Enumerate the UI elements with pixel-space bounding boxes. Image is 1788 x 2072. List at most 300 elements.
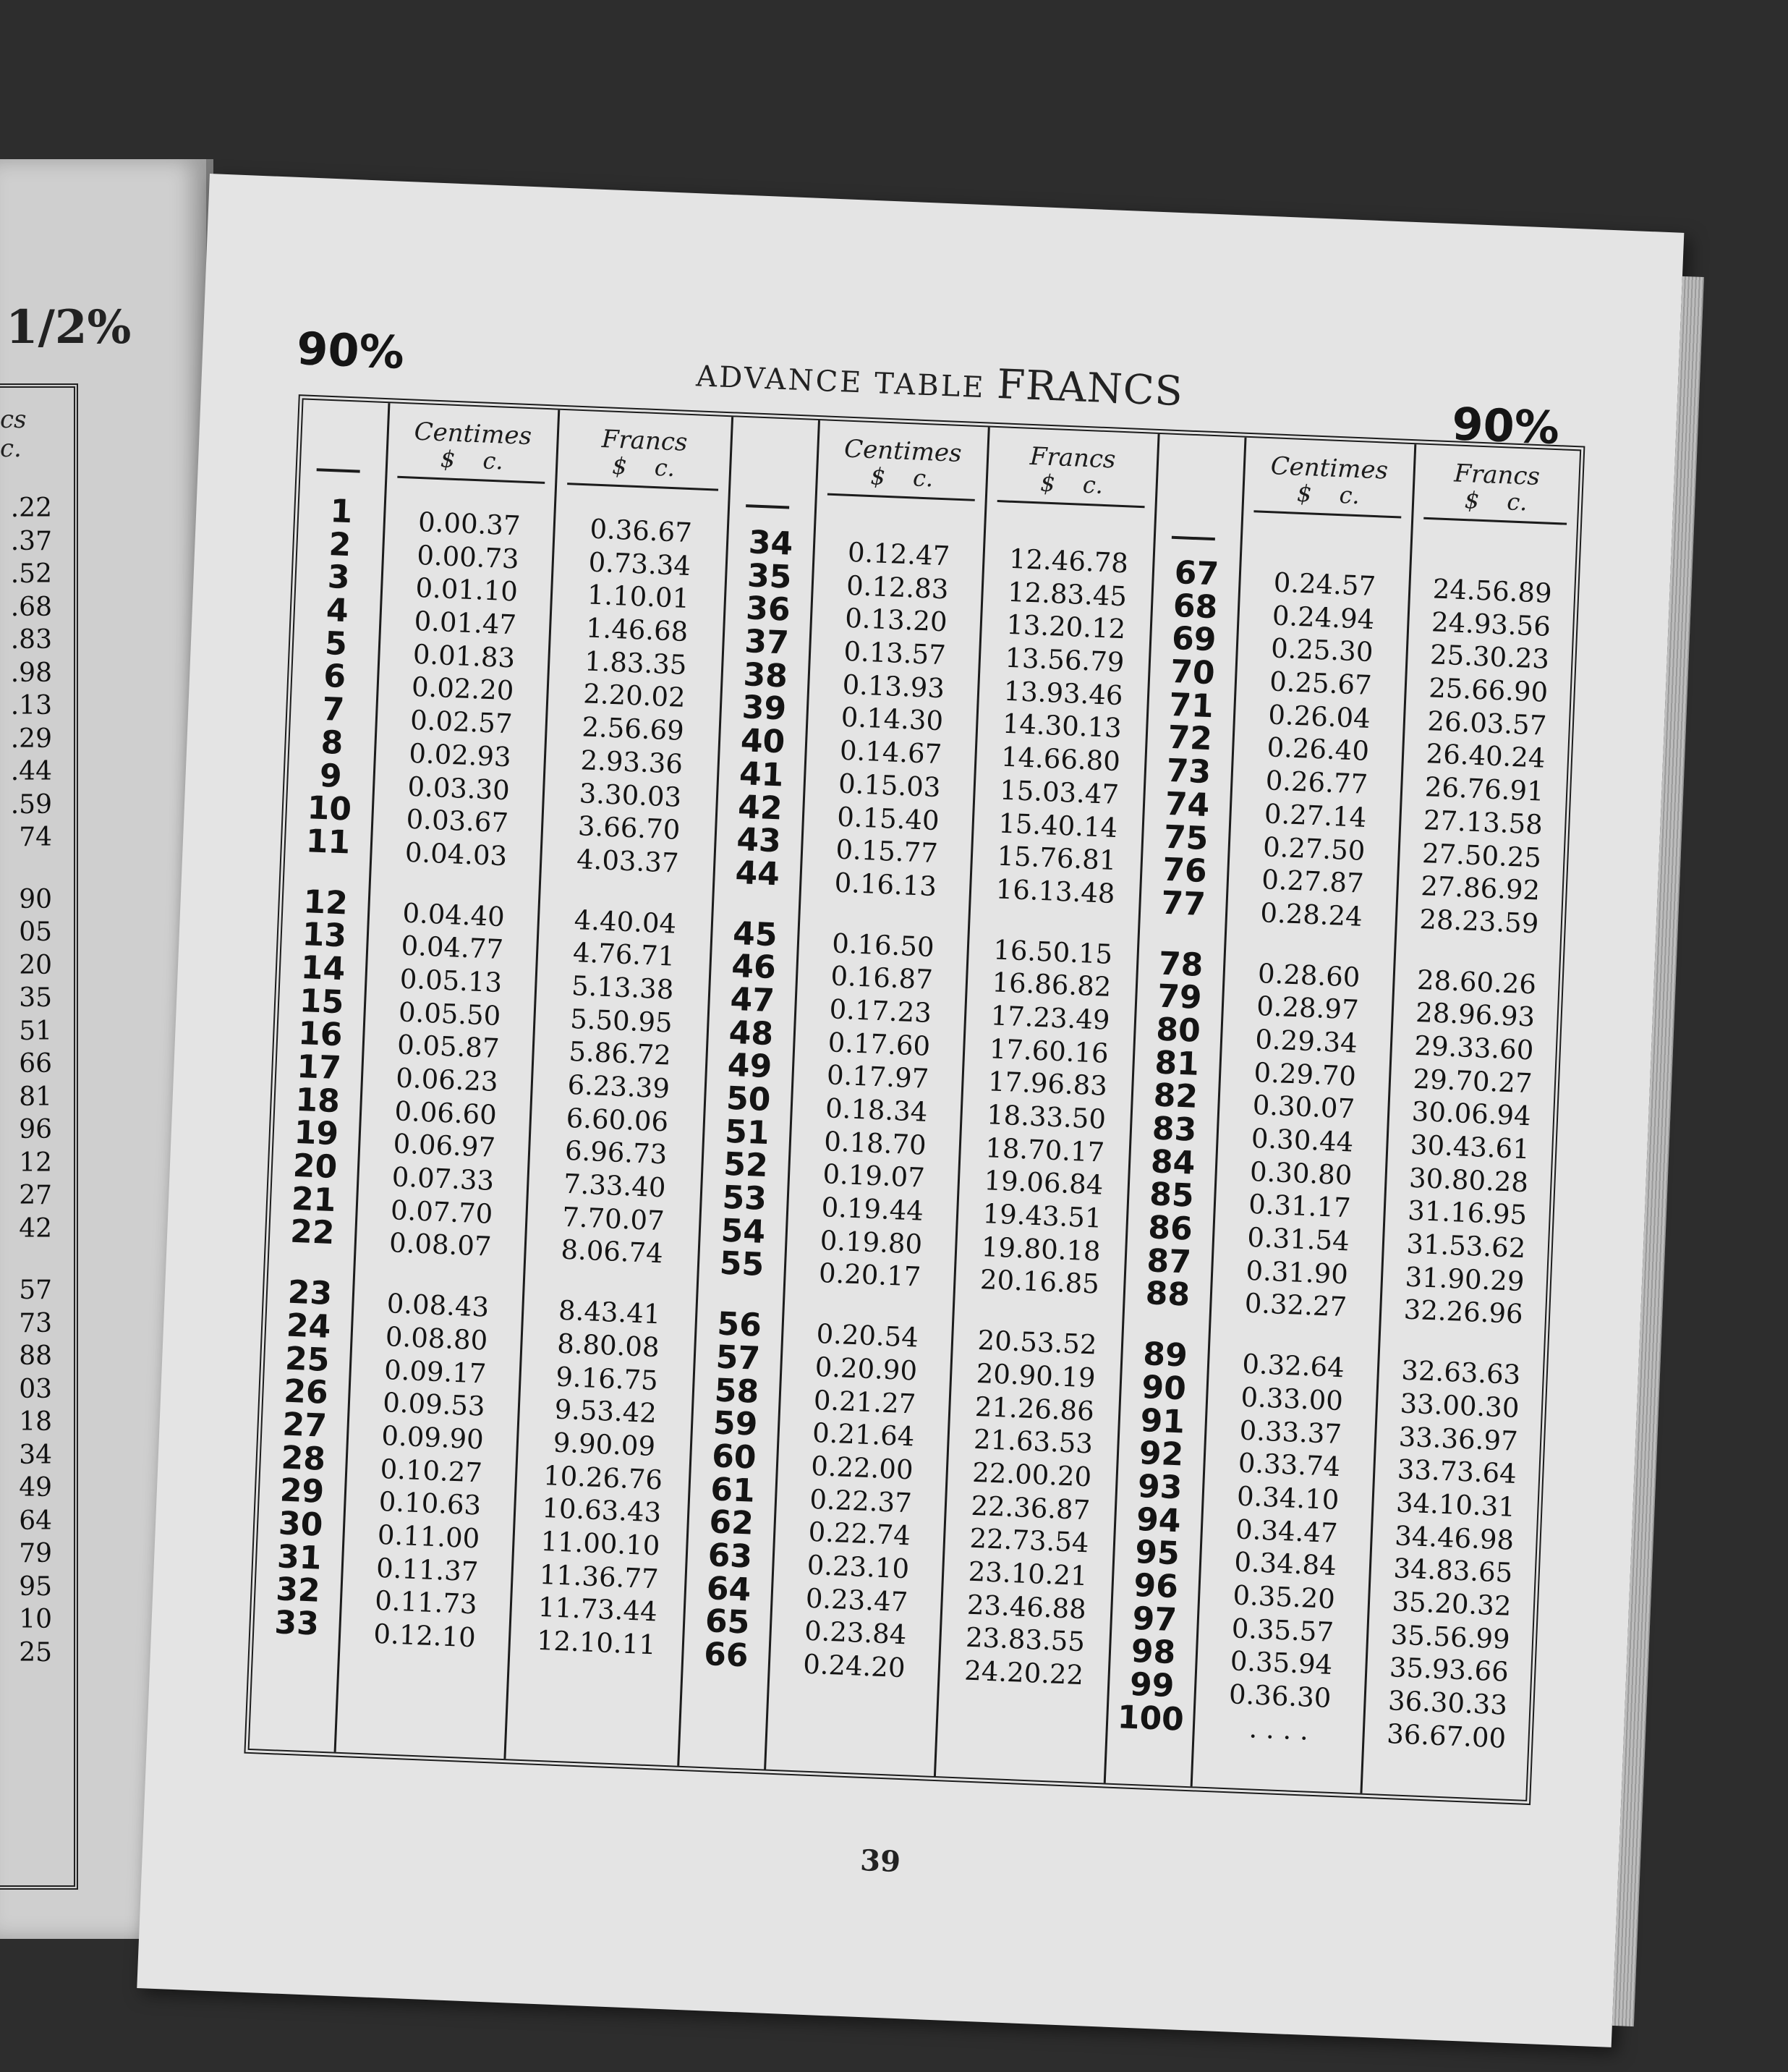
row-number: 85	[1149, 1176, 1195, 1215]
francs-value: 33.36.97	[1398, 1420, 1519, 1457]
row-number: 95	[1134, 1534, 1180, 1573]
row-number: 34	[747, 524, 794, 563]
centimes-header-label: Centimes	[843, 434, 963, 469]
row-number: 66	[703, 1636, 749, 1675]
previous-page-value: .29	[10, 723, 52, 754]
centimes-value: 0.26.77	[1265, 765, 1368, 801]
row-number: 37	[744, 623, 790, 662]
centimes-value: 0.31.90	[1245, 1254, 1349, 1291]
francs-value: 25.66.90	[1428, 672, 1549, 708]
row-number: 63	[707, 1537, 754, 1576]
row-number: 73	[1165, 752, 1212, 791]
francs-value: 9.16.75	[555, 1361, 659, 1396]
centimes-value: 0.00.73	[416, 539, 520, 575]
centimes-value: 0.00.37	[417, 506, 522, 542]
centimes-value: 0.22.74	[807, 1516, 911, 1552]
centimes-value: 0.23.10	[806, 1549, 910, 1585]
francs-value: 18.33.50	[986, 1099, 1107, 1135]
row-number: 57	[715, 1338, 762, 1377]
previous-page-value: .98	[10, 658, 52, 688]
row-number: 70	[1170, 653, 1216, 692]
row-number: 23	[286, 1273, 333, 1313]
francs-value: 34.83.65	[1392, 1553, 1514, 1589]
row-number: 32	[275, 1571, 321, 1610]
row-number: 64	[705, 1569, 752, 1609]
previous-page-value: 18	[19, 1407, 52, 1437]
row-number: 55	[718, 1244, 765, 1284]
francs-value: 17.23.49	[989, 1000, 1111, 1036]
francs-value: 12.10.11	[536, 1624, 657, 1661]
previous-page-percent-header: 1/2%	[6, 300, 132, 354]
header-rule	[1423, 517, 1567, 525]
francs-value: 30.80.28	[1408, 1162, 1529, 1198]
page-title-small: ADVANCE TABLE	[695, 360, 987, 405]
centimes-value: 0.07.33	[391, 1161, 495, 1197]
row-number: 75	[1163, 818, 1209, 857]
centimes-value: 0.12.10	[372, 1618, 477, 1654]
row-number: 62	[708, 1503, 754, 1542]
francs-value: 28.60.26	[1416, 964, 1537, 1001]
previous-page-column-heading: cs c.	[0, 405, 27, 463]
francs-value: 6.23.39	[566, 1069, 670, 1105]
row-number: 96	[1133, 1566, 1179, 1606]
row-number: 43	[736, 821, 782, 860]
row-number: 31	[276, 1537, 323, 1577]
previous-page-value: 35	[19, 983, 52, 1013]
francs-value: 13.56.79	[1004, 642, 1125, 679]
previous-page-value: 88	[19, 1341, 52, 1371]
number-column-dash	[317, 468, 360, 472]
centimes-header-label: Centimes	[413, 417, 532, 451]
row-number: 89	[1142, 1336, 1188, 1375]
previous-page-value: .44	[10, 757, 52, 786]
francs-column-header	[987, 442, 1157, 501]
francs-header-label: Francs	[1029, 441, 1117, 475]
previous-page-value: 20	[19, 950, 52, 980]
row-number: 42	[737, 788, 783, 827]
centimes-value: 0.16.87	[830, 960, 934, 996]
centimes-value: 0.35.57	[1230, 1612, 1334, 1648]
centimes-value: 0.14.67	[839, 734, 943, 770]
francs-value: 23.83.55	[965, 1621, 1086, 1658]
row-number: 79	[1157, 977, 1203, 1017]
centimes-value: 0.19.07	[822, 1158, 926, 1194]
row-number: 49	[726, 1047, 773, 1086]
centimes-value: 0.27.87	[1261, 864, 1365, 899]
row-number: 82	[1152, 1077, 1199, 1116]
francs-value: 31.53.62	[1405, 1228, 1527, 1265]
row-number: 3	[326, 559, 351, 597]
row-number: 47	[729, 980, 775, 1020]
previous-page-value: 74	[19, 823, 52, 852]
francs-value: 28.23.59	[1418, 903, 1540, 940]
francs-value: 4.40.04	[574, 904, 677, 940]
row-number: 51	[724, 1113, 770, 1152]
row-number: 16	[297, 1015, 344, 1054]
previous-page-value: 25	[19, 1637, 52, 1668]
previous-page-value: 90	[19, 884, 52, 914]
table-group-2	[679, 417, 1159, 1783]
row-number: 33	[273, 1604, 320, 1643]
percent-label-right: 90%	[1451, 397, 1561, 455]
centimes-value: 0.26.40	[1266, 731, 1370, 768]
previous-page-value: 79	[19, 1539, 52, 1568]
francs-value: 6.96.73	[564, 1135, 668, 1171]
centimes-value: 0.02.20	[411, 671, 515, 707]
page-39	[137, 174, 1684, 2047]
francs-value: 32.63.63	[1400, 1354, 1522, 1391]
centimes-value: 0.16.50	[831, 927, 935, 963]
francs-value: 22.00.20	[971, 1456, 1092, 1493]
previous-page-value: 64	[19, 1506, 52, 1536]
centimes-value: 0.19.80	[820, 1224, 923, 1260]
francs-value: 1.10.01	[587, 579, 690, 615]
francs-value: 23.46.88	[966, 1589, 1087, 1625]
row-number: 10	[306, 789, 353, 828]
centimes-value: 0.08.07	[388, 1227, 493, 1263]
row-number: 58	[713, 1371, 760, 1411]
row-number: 19	[293, 1114, 339, 1153]
row-number: 27	[281, 1406, 328, 1445]
row-number: 87	[1146, 1241, 1192, 1281]
row-number: 60	[711, 1438, 757, 1477]
centimes-value: 0.06.97	[392, 1128, 496, 1164]
francs-value: 35.56.99	[1390, 1618, 1511, 1655]
centimes-value: 0.15.77	[835, 833, 939, 870]
centimes-value: 0.10.63	[378, 1486, 482, 1521]
row-number: 86	[1147, 1209, 1193, 1248]
francs-value: 34.46.98	[1394, 1519, 1515, 1556]
row-number: 52	[723, 1146, 769, 1185]
row-number: 59	[712, 1404, 759, 1443]
francs-value: 20.16.85	[979, 1264, 1100, 1301]
francs-value: 17.96.83	[987, 1066, 1108, 1103]
centimes-value: 0.04.40	[401, 897, 506, 933]
francs-value: 17.60.16	[989, 1032, 1110, 1069]
centimes-value: 0.08.43	[386, 1288, 490, 1323]
francs-value: 19.43.51	[982, 1198, 1103, 1234]
page-number: 39	[859, 1843, 901, 1880]
centimes-value: 0.30.80	[1249, 1155, 1353, 1192]
row-number: 67	[1173, 553, 1220, 593]
previous-page-value: 66	[19, 1049, 52, 1079]
row-number: 99	[1129, 1665, 1175, 1705]
row-number: 17	[296, 1048, 342, 1087]
francs-value: 5.50.95	[569, 1003, 673, 1039]
francs-value: 31.16.95	[1407, 1195, 1528, 1231]
centimes-value: 0.35.94	[1230, 1645, 1333, 1681]
centimes-value: 0.12.47	[847, 536, 951, 572]
centimes-value: 0.04.03	[404, 836, 508, 872]
centimes-value: 0.18.34	[825, 1092, 929, 1128]
francs-value: 24.93.56	[1431, 606, 1551, 642]
centimes-value: 0.27.14	[1264, 798, 1368, 833]
row-number: 29	[278, 1472, 325, 1511]
francs-value: 8.80.08	[556, 1328, 660, 1364]
centimes-header-units: $ c.	[440, 445, 504, 475]
row-number: 24	[286, 1307, 332, 1346]
francs-value: 0.73.34	[587, 546, 691, 582]
centimes-value: 0.06.60	[393, 1095, 498, 1131]
previous-page-values-column	[0, 492, 52, 1669]
francs-value: 16.50.15	[992, 933, 1113, 970]
centimes-value: 0.11.37	[375, 1552, 480, 1588]
row-number: 7	[321, 690, 346, 729]
centimes-value: 0.11.73	[374, 1585, 478, 1621]
centimes-value: 0.10.27	[379, 1453, 483, 1489]
francs-value: 23.10.21	[968, 1555, 1089, 1592]
francs-value: 20.90.19	[976, 1357, 1097, 1394]
centimes-value: 0.12.83	[846, 569, 950, 606]
row-number: 41	[738, 755, 785, 794]
previous-page-value: 51	[19, 1016, 52, 1046]
row-number: 18	[294, 1081, 341, 1120]
francs-value: 2.93.36	[579, 744, 684, 780]
centimes-value: 0.21.27	[813, 1384, 917, 1420]
centimes-value: 0.02.93	[408, 737, 512, 773]
francs-value: 15.03.47	[999, 774, 1120, 810]
number-column-dash	[746, 504, 789, 509]
row-number: 53	[721, 1179, 767, 1218]
previous-page-value: 42	[19, 1213, 52, 1244]
row-number: 76	[1162, 851, 1208, 891]
centimes-value: 0.13.20	[844, 603, 948, 638]
centimes-value: 0.08.80	[385, 1320, 489, 1356]
centimes-value: 0.24.20	[802, 1648, 906, 1684]
centimes-value: 0.01.83	[412, 638, 516, 674]
francs-header-units: $ c.	[611, 451, 676, 483]
centimes-value: 0.20.90	[814, 1351, 918, 1387]
row-number: 4	[325, 592, 349, 630]
francs-value: 15.40.14	[997, 807, 1118, 844]
centimes-value: 0.36.30	[1228, 1678, 1332, 1714]
row-number: 94	[1136, 1500, 1182, 1540]
francs-value: 22.73.54	[968, 1522, 1090, 1559]
row-number: 15	[299, 982, 345, 1021]
previous-page-value: .59	[10, 789, 52, 820]
francs-column-header	[1414, 459, 1580, 517]
centimes-value: 0.33.74	[1238, 1447, 1341, 1483]
header-rule	[827, 493, 975, 501]
francs-header-units: $ c.	[1464, 486, 1528, 517]
francs-value: 5.13.38	[571, 969, 675, 1006]
previous-page-value: 12	[19, 1147, 52, 1178]
francs-value: 9.90.09	[553, 1427, 656, 1462]
centimes-value: 0.13.93	[841, 668, 945, 705]
centimes-value: 0.32.27	[1243, 1288, 1348, 1323]
row-number: 40	[739, 722, 786, 761]
francs-value: 30.43.61	[1410, 1129, 1531, 1166]
row-number: 12	[302, 883, 349, 922]
francs-value: 19.06.84	[983, 1165, 1104, 1202]
row-number: 13	[301, 916, 347, 955]
francs-value: 5.86.72	[568, 1036, 672, 1071]
centimes-column-header	[388, 417, 558, 476]
previous-page-value: 05	[19, 917, 52, 947]
francs-value: 11.73.44	[537, 1592, 658, 1628]
centimes-value: 0.16.13	[833, 867, 937, 902]
centimes-value: 0.13.57	[843, 635, 947, 671]
francs-value: 25.30.23	[1429, 639, 1550, 676]
centimes-value: 0.15.03	[838, 768, 942, 804]
previous-page-value: 03	[19, 1374, 52, 1404]
centimes-value: 0.25.67	[1269, 666, 1373, 702]
centimes-value: 0.06.23	[395, 1062, 499, 1097]
row-number: 38	[742, 655, 788, 695]
centimes-value: 0.32.64	[1241, 1348, 1345, 1384]
row-number: 54	[720, 1212, 767, 1251]
row-number: 61	[710, 1470, 756, 1510]
row-number: 44	[734, 854, 780, 893]
centimes-value: 0.29.70	[1253, 1056, 1357, 1092]
previous-page-value: .68	[10, 592, 52, 622]
centimes-value: 0.28.97	[1256, 990, 1360, 1026]
previous-page-value: 95	[19, 1571, 52, 1602]
centimes-header-units: $ c.	[1296, 479, 1361, 510]
header-rule	[997, 500, 1145, 508]
row-number: 8	[320, 723, 344, 762]
row-number: 100	[1116, 1698, 1185, 1738]
francs-value: 28.96.93	[1415, 997, 1536, 1033]
row-number: 36	[745, 590, 791, 629]
francs-value: 10.63.43	[541, 1493, 662, 1529]
centimes-value: 0.19.44	[820, 1192, 924, 1227]
row-number: 97	[1131, 1600, 1178, 1639]
francs-value: 8.06.74	[560, 1234, 664, 1270]
centimes-header-label: Centimes	[1269, 451, 1389, 485]
row-number: 84	[1150, 1143, 1196, 1182]
header-rule	[1253, 510, 1401, 518]
centimes-value: 0.22.37	[809, 1483, 913, 1519]
centimes-value: 0.17.23	[828, 993, 932, 1029]
centimes-value: 0.28.60	[1257, 957, 1361, 993]
francs-value: 36.30.33	[1387, 1685, 1508, 1721]
francs-value: 36.67.00	[1386, 1718, 1507, 1754]
row-number: 11	[305, 822, 352, 862]
francs-value: 6.60.06	[566, 1102, 669, 1138]
table-group-3	[1106, 434, 1580, 1800]
francs-value: 10.26.76	[542, 1459, 663, 1496]
centimes-value: 0.23.84	[804, 1615, 908, 1651]
row-number: 93	[1137, 1467, 1183, 1507]
francs-value: 9.53.42	[553, 1393, 657, 1430]
row-number: 30	[278, 1505, 324, 1544]
previous-page-value: 73	[19, 1308, 52, 1338]
centimes-value: 0.18.70	[823, 1125, 927, 1161]
centimes-value: 0.01.10	[414, 572, 519, 608]
centimes-value: 0.17.97	[826, 1059, 930, 1095]
centimes-value: 0.26.04	[1267, 699, 1371, 734]
row-number: 65	[704, 1602, 751, 1642]
francs-header-label: Francs	[601, 425, 689, 457]
francs-value: 13.20.12	[1005, 609, 1126, 645]
row-number: 50	[725, 1079, 772, 1119]
francs-value: 35.93.66	[1389, 1652, 1510, 1689]
previous-page-value: 96	[19, 1115, 52, 1145]
francs-value: 32.26.96	[1403, 1294, 1524, 1330]
francs-value: 20.53.52	[976, 1325, 1098, 1361]
francs-header-units: $ c.	[1039, 469, 1104, 499]
francs-value: 29.33.60	[1413, 1029, 1535, 1066]
francs-value: 7.33.40	[563, 1168, 667, 1204]
centimes-value: 0.24.57	[1273, 566, 1376, 603]
centimes-value: 0.05.87	[396, 1029, 501, 1065]
row-number: 6	[323, 658, 347, 696]
previous-page-value: .13	[10, 691, 52, 721]
francs-value: 31.90.29	[1404, 1261, 1525, 1297]
centimes-value: 0.24.94	[1272, 600, 1376, 635]
francs-value: 26.40.24	[1425, 738, 1546, 775]
francs-value: 14.30.13	[1002, 708, 1123, 744]
centimes-column-header	[817, 435, 987, 493]
previous-page-value: 49	[19, 1473, 52, 1503]
row-number: 81	[1154, 1044, 1200, 1083]
row-number: 26	[283, 1372, 329, 1412]
row-number: 20	[291, 1147, 339, 1186]
francs-value: 27.13.58	[1423, 804, 1544, 841]
centimes-value: 0.23.47	[805, 1582, 909, 1618]
previous-page-value: .52	[10, 559, 52, 589]
header-rule	[567, 483, 718, 491]
row-number: 25	[284, 1340, 331, 1379]
francs-value: 12.46.78	[1008, 543, 1129, 579]
francs-value: 16.86.82	[991, 967, 1112, 1003]
centimes-value: 0.03.67	[405, 803, 509, 839]
centimes-value: 0.20.17	[818, 1257, 922, 1294]
row-number: 9	[318, 757, 343, 795]
francs-value: 13.93.46	[1002, 675, 1124, 711]
francs-value: 4.03.37	[576, 844, 680, 879]
centimes-value: 0.17.60	[827, 1026, 931, 1062]
centimes-column-header	[1244, 452, 1414, 511]
centimes-value: 0.21.64	[812, 1417, 916, 1453]
row-number: 39	[741, 689, 788, 728]
row-number: 35	[746, 556, 793, 596]
row-number: 80	[1155, 1011, 1201, 1050]
row-number: 69	[1171, 620, 1217, 659]
centimes-value: 0.09.17	[383, 1354, 488, 1390]
francs-value: 8.43.41	[558, 1294, 662, 1330]
page-stack-edge	[1612, 276, 1704, 2026]
francs-value: 14.66.80	[1000, 741, 1121, 778]
row-number: 1	[329, 493, 354, 531]
centimes-value: 0.15.40	[836, 801, 940, 836]
francs-value: 15.76.81	[996, 840, 1118, 877]
francs-value: 21.26.86	[974, 1390, 1095, 1427]
francs-value: 2.56.69	[581, 711, 685, 747]
row-number: 83	[1151, 1110, 1198, 1149]
centimes-value: 0.27.50	[1262, 831, 1366, 867]
centimes-value: 0.31.54	[1246, 1221, 1350, 1257]
page-title-large: FRANCS	[996, 360, 1185, 416]
centimes-value: 0.20.54	[815, 1318, 919, 1354]
centimes-value: 0.35.20	[1232, 1579, 1336, 1615]
previous-page-value: .83	[10, 625, 52, 655]
centimes-value: 0.05.50	[398, 996, 502, 1032]
francs-value: 0.36.67	[589, 513, 693, 549]
francs-value: 26.03.57	[1426, 705, 1548, 742]
centimes-value: 0.22.00	[810, 1450, 914, 1486]
centimes-value: . . . .	[1248, 1712, 1309, 1746]
number-column-dash	[1172, 536, 1215, 540]
francs-value: 16.13.48	[995, 873, 1116, 909]
centimes-value: 0.34.47	[1235, 1513, 1339, 1549]
francs-value: 2.20.02	[582, 678, 686, 714]
francs-value: 26.76.91	[1424, 771, 1545, 807]
francs-value: 29.70.27	[1412, 1063, 1533, 1099]
francs-value: 7.70.07	[561, 1201, 665, 1237]
centimes-value: 0.01.47	[413, 605, 517, 641]
